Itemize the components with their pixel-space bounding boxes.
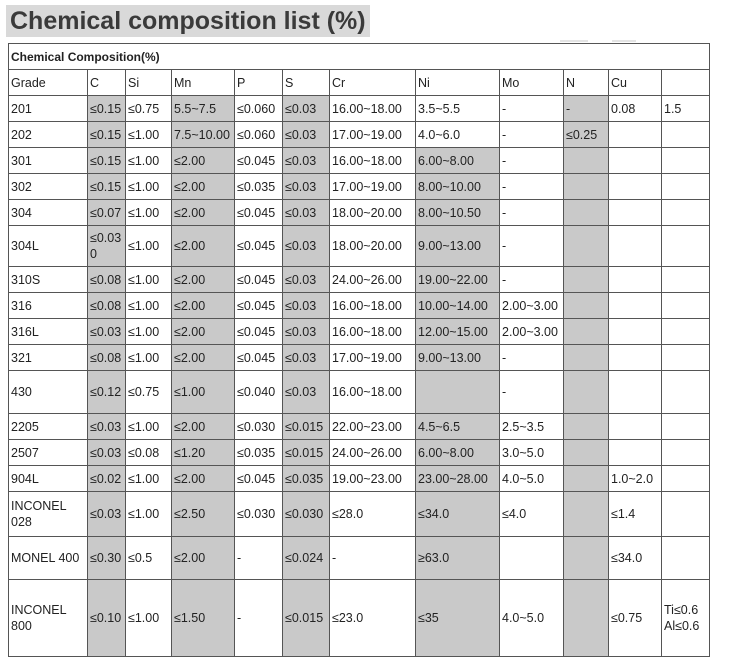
value-cell: - [500, 345, 564, 371]
value-cell [609, 148, 662, 174]
value-cell: ≤2.00 [172, 466, 235, 492]
value-cell: 8.00~10.00 [416, 174, 500, 200]
table-row [9, 371, 710, 414]
value-cell: 12.00~15.00 [416, 319, 500, 345]
value-cell: ≤2.00 [172, 319, 235, 345]
value-cell: ≤0.045 [235, 267, 283, 293]
table-row [9, 226, 710, 267]
caption-row [9, 44, 710, 70]
value-cell [609, 174, 662, 200]
value-cell: ≤2.00 [172, 148, 235, 174]
header-cu: Cu [609, 70, 662, 96]
table-row [9, 200, 710, 226]
value-cell: ≤0.25 [564, 122, 609, 148]
value-cell: ≤2.00 [172, 174, 235, 200]
value-cell [662, 226, 710, 267]
value-cell [500, 537, 564, 580]
value-cell [609, 440, 662, 466]
table-row [9, 440, 710, 466]
value-cell: ≤1.00 [172, 371, 235, 414]
value-cell: ≤34.0 [609, 537, 662, 580]
grade-cell: 304 [9, 200, 88, 226]
value-cell: 7.5~10.00 [172, 122, 235, 148]
value-cell [662, 293, 710, 319]
value-cell [609, 414, 662, 440]
value-cell: ≤0.15 [88, 96, 126, 122]
value-cell: ≤1.00 [126, 414, 172, 440]
value-cell: 0.08 [609, 96, 662, 122]
value-cell: 4.0~5.0 [500, 466, 564, 492]
value-cell: 16.00~18.00 [330, 148, 416, 174]
table-row [9, 466, 710, 492]
value-cell: ≤1.20 [172, 440, 235, 466]
value-cell [564, 580, 609, 657]
value-cell: ≤23.0 [330, 580, 416, 657]
header-ni: Ni [416, 70, 500, 96]
value-cell [564, 148, 609, 174]
value-cell: 6.00~8.00 [416, 148, 500, 174]
page-title: Chemical composition list (%) [6, 5, 370, 37]
value-cell [564, 537, 609, 580]
value-cell: 5.5~7.5 [172, 96, 235, 122]
value-cell: ≤0.040 [235, 371, 283, 414]
value-cell: ≤0.060 [235, 122, 283, 148]
grade-cell: INCONEL 800 [9, 580, 88, 657]
header-cr: Cr [330, 70, 416, 96]
value-cell: 17.00~19.00 [330, 122, 416, 148]
value-cell [609, 371, 662, 414]
value-cell: ≤2.00 [172, 414, 235, 440]
value-cell: ≤0.03 [283, 96, 330, 122]
grade-cell: 310S [9, 267, 88, 293]
value-cell: ≤0.015 [283, 440, 330, 466]
value-cell: - [500, 371, 564, 414]
value-cell: 2.5~3.5 [500, 414, 564, 440]
value-cell: ≤1.00 [126, 267, 172, 293]
value-cell [564, 440, 609, 466]
value-cell [609, 319, 662, 345]
value-cell: - [500, 148, 564, 174]
value-cell: ≤0.10 [88, 580, 126, 657]
grade-cell: 2205 [9, 414, 88, 440]
value-cell: 4.5~6.5 [416, 414, 500, 440]
value-cell [662, 440, 710, 466]
value-cell: ≤0.03 [283, 371, 330, 414]
value-cell: ≤0.035 [235, 174, 283, 200]
value-cell: ≤0.035 [235, 440, 283, 466]
value-cell: ≤4.0 [500, 492, 564, 537]
grade-cell: MONEL 400 [9, 537, 88, 580]
value-cell: ≤0.015 [283, 580, 330, 657]
value-cell [609, 293, 662, 319]
value-cell [662, 267, 710, 293]
value-cell: ≤0.045 [235, 345, 283, 371]
grade-cell: 430 [9, 371, 88, 414]
value-cell: ≤0.03 [283, 293, 330, 319]
value-cell [564, 319, 609, 345]
value-cell: ≤0.045 [235, 319, 283, 345]
value-cell: ≤1.00 [126, 200, 172, 226]
value-cell [564, 200, 609, 226]
table-row [9, 96, 710, 122]
value-cell: ≤0.045 [235, 226, 283, 267]
value-cell: 19.00~23.00 [330, 466, 416, 492]
value-cell: ≤34.0 [416, 492, 500, 537]
value-cell [564, 492, 609, 537]
value-cell: ≤2.00 [172, 226, 235, 267]
value-cell: 16.00~18.00 [330, 96, 416, 122]
value-cell: 18.00~20.00 [330, 200, 416, 226]
value-cell: ≤1.00 [126, 345, 172, 371]
value-cell: ≤0.03 [88, 319, 126, 345]
value-cell: ≤1.00 [126, 226, 172, 267]
value-cell: ≤35 [416, 580, 500, 657]
value-cell: ≤0.03 [283, 319, 330, 345]
value-cell: ≤1.00 [126, 319, 172, 345]
value-cell: - [564, 96, 609, 122]
value-cell: ≤0.015 [283, 414, 330, 440]
header-c: C [88, 70, 126, 96]
value-cell: ≤0.12 [88, 371, 126, 414]
value-cell [564, 345, 609, 371]
value-cell: 10.00~14.00 [416, 293, 500, 319]
value-cell: ≤1.00 [126, 580, 172, 657]
value-cell [564, 414, 609, 440]
value-cell: ≤0.03 [88, 414, 126, 440]
value-cell: ≤2.00 [172, 293, 235, 319]
value-cell: - [235, 537, 283, 580]
value-cell: ≤0.030 [88, 226, 126, 267]
value-cell: 9.00~13.00 [416, 345, 500, 371]
value-cell: ≤0.75 [126, 371, 172, 414]
header-extra [662, 70, 710, 96]
table-row [9, 492, 710, 537]
value-cell: ≤0.045 [235, 466, 283, 492]
value-cell: ≤0.030 [235, 414, 283, 440]
grade-cell: 304L [9, 226, 88, 267]
value-cell: 4.0~6.0 [416, 122, 500, 148]
value-cell [609, 226, 662, 267]
value-cell: 24.00~26.00 [330, 267, 416, 293]
composition-table [8, 43, 710, 657]
header-n: N [564, 70, 609, 96]
value-cell: ≤0.060 [235, 96, 283, 122]
grade-cell: 2507 [9, 440, 88, 466]
value-cell: 22.00~23.00 [330, 414, 416, 440]
value-cell: - [500, 200, 564, 226]
value-cell [662, 414, 710, 440]
value-cell: 23.00~28.00 [416, 466, 500, 492]
value-cell: ≤0.08 [88, 293, 126, 319]
header-s: S [283, 70, 330, 96]
value-cell: 19.00~22.00 [416, 267, 500, 293]
value-cell: ≤2.00 [172, 345, 235, 371]
value-cell: Ti≤0.6 Al≤0.6 [662, 580, 710, 657]
value-cell: ≤1.00 [126, 466, 172, 492]
header-mo: Mo [500, 70, 564, 96]
value-cell: ≤0.03 [283, 226, 330, 267]
grade-cell: 202 [9, 122, 88, 148]
value-cell: 4.0~5.0 [500, 580, 564, 657]
value-cell: ≤0.03 [283, 267, 330, 293]
value-cell: ≤28.0 [330, 492, 416, 537]
table-row [9, 414, 710, 440]
value-cell: ≤0.024 [283, 537, 330, 580]
value-cell: 16.00~18.00 [330, 293, 416, 319]
value-cell [416, 371, 500, 414]
value-cell: ≥63.0 [416, 537, 500, 580]
divider [560, 40, 588, 42]
value-cell: ≤1.00 [126, 492, 172, 537]
value-cell [662, 319, 710, 345]
table-row [9, 148, 710, 174]
value-cell [609, 267, 662, 293]
value-cell: ≤0.15 [88, 148, 126, 174]
value-cell [662, 537, 710, 580]
value-cell: ≤0.5 [126, 537, 172, 580]
value-cell [662, 122, 710, 148]
value-cell: ≤2.00 [172, 537, 235, 580]
header-p: P [235, 70, 283, 96]
table-row [9, 580, 710, 657]
table-row [9, 267, 710, 293]
value-cell: - [330, 537, 416, 580]
value-cell: ≤0.07 [88, 200, 126, 226]
value-cell: ≤0.08 [126, 440, 172, 466]
table-row [9, 174, 710, 200]
table-row [9, 345, 710, 371]
value-cell: 6.00~8.00 [416, 440, 500, 466]
value-cell: ≤2.50 [172, 492, 235, 537]
value-cell [609, 200, 662, 226]
value-cell: ≤1.00 [126, 174, 172, 200]
value-cell: 18.00~20.00 [330, 226, 416, 267]
table-row [9, 537, 710, 580]
value-cell: 17.00~19.00 [330, 345, 416, 371]
value-cell [662, 345, 710, 371]
value-cell: 2.00~3.00 [500, 319, 564, 345]
value-cell: - [500, 267, 564, 293]
value-cell [564, 267, 609, 293]
value-cell: 3.0~5.0 [500, 440, 564, 466]
value-cell: ≤0.045 [235, 293, 283, 319]
value-cell: 3.5~5.5 [416, 96, 500, 122]
grade-cell: 316L [9, 319, 88, 345]
value-cell: ≤0.03 [88, 440, 126, 466]
value-cell: - [500, 96, 564, 122]
value-cell: 16.00~18.00 [330, 371, 416, 414]
value-cell: 1.5 [662, 96, 710, 122]
value-cell [564, 466, 609, 492]
value-cell: ≤0.045 [235, 200, 283, 226]
value-cell: ≤2.00 [172, 200, 235, 226]
value-cell: ≤0.75 [126, 96, 172, 122]
value-cell: - [500, 174, 564, 200]
value-cell [662, 148, 710, 174]
value-cell: - [500, 226, 564, 267]
divider [612, 40, 636, 42]
value-cell: 9.00~13.00 [416, 226, 500, 267]
value-cell: 1.0~2.0 [609, 466, 662, 492]
value-cell: ≤2.00 [172, 267, 235, 293]
value-cell [564, 371, 609, 414]
value-cell: ≤0.03 [283, 200, 330, 226]
value-cell: ≤0.08 [88, 267, 126, 293]
value-cell: ≤0.03 [283, 174, 330, 200]
value-cell: ≤0.15 [88, 174, 126, 200]
value-cell: 2.00~3.00 [500, 293, 564, 319]
table-row [9, 319, 710, 345]
value-cell: ≤0.08 [88, 345, 126, 371]
value-cell: 8.00~10.50 [416, 200, 500, 226]
value-cell: ≤0.75 [609, 580, 662, 657]
value-cell: 16.00~18.00 [330, 319, 416, 345]
value-cell: ≤1.00 [126, 148, 172, 174]
grade-cell: 904L [9, 466, 88, 492]
value-cell [609, 345, 662, 371]
value-cell [662, 492, 710, 537]
value-cell: ≤0.03 [283, 122, 330, 148]
value-cell [662, 174, 710, 200]
table-row [9, 122, 710, 148]
header-si: Si [126, 70, 172, 96]
table-row [9, 293, 710, 319]
value-cell [662, 200, 710, 226]
grade-cell: 302 [9, 174, 88, 200]
header-mn: Mn [172, 70, 235, 96]
value-cell: ≤0.030 [235, 492, 283, 537]
value-cell: ≤1.00 [126, 293, 172, 319]
grade-cell: INCONEL 028 [9, 492, 88, 537]
value-cell: ≤0.030 [283, 492, 330, 537]
grade-cell: 316 [9, 293, 88, 319]
value-cell [564, 226, 609, 267]
header-grade: Grade [9, 70, 88, 96]
value-cell: ≤0.30 [88, 537, 126, 580]
header-row [9, 70, 710, 96]
value-cell: ≤0.03 [283, 148, 330, 174]
value-cell: - [500, 122, 564, 148]
value-cell [609, 122, 662, 148]
value-cell: ≤0.03 [283, 345, 330, 371]
value-cell [564, 293, 609, 319]
grade-cell: 201 [9, 96, 88, 122]
value-cell: ≤0.03 [88, 492, 126, 537]
value-cell: 17.00~19.00 [330, 174, 416, 200]
table-caption: Chemical Composition(%) [9, 44, 710, 70]
value-cell: ≤1.00 [126, 122, 172, 148]
value-cell: ≤1.50 [172, 580, 235, 657]
value-cell [662, 466, 710, 492]
value-cell: ≤0.045 [235, 148, 283, 174]
value-cell: ≤1.4 [609, 492, 662, 537]
value-cell: ≤0.02 [88, 466, 126, 492]
value-cell: 24.00~26.00 [330, 440, 416, 466]
value-cell: ≤0.035 [283, 466, 330, 492]
value-cell [662, 371, 710, 414]
grade-cell: 321 [9, 345, 88, 371]
value-cell: ≤0.15 [88, 122, 126, 148]
value-cell: - [235, 580, 283, 657]
grade-cell: 301 [9, 148, 88, 174]
value-cell [564, 174, 609, 200]
